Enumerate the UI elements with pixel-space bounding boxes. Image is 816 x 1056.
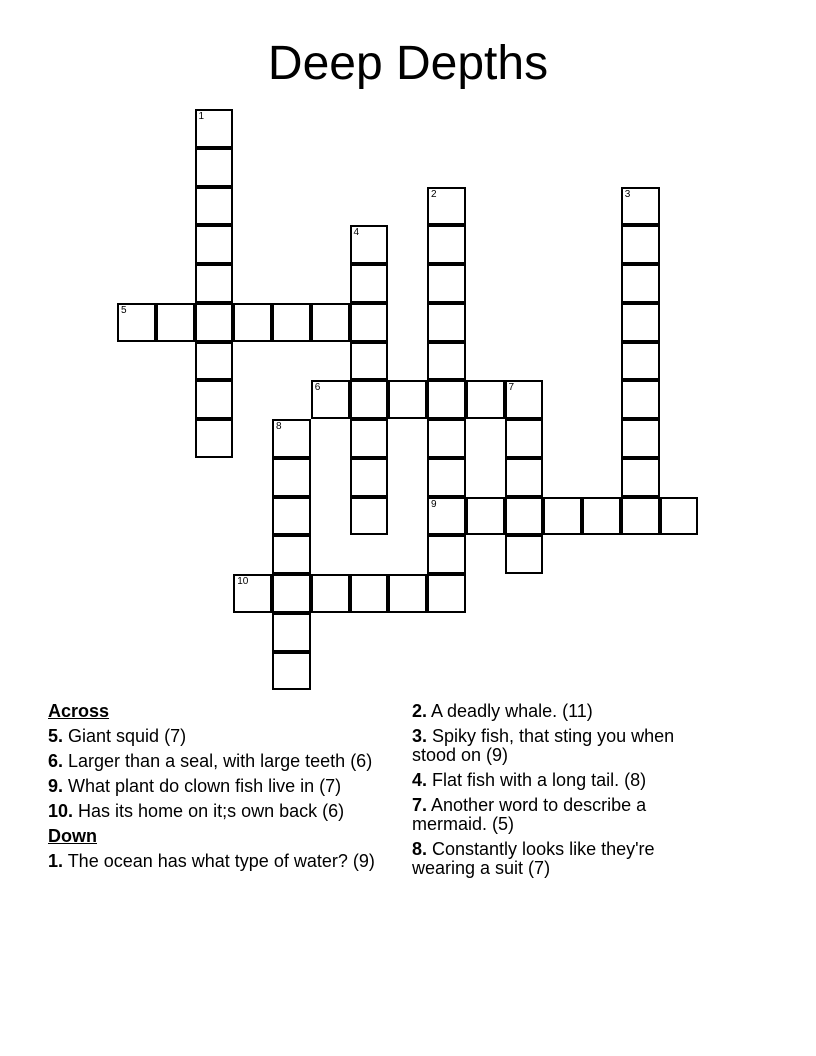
clue-text: Larger than a seal, with large teeth (6) (63, 751, 373, 771)
grid-cell[interactable] (621, 419, 660, 458)
clue-across-10 (48, 802, 393, 821)
grid-cell[interactable] (195, 264, 234, 303)
cell-number: 8 (276, 421, 282, 432)
grid-cell[interactable] (466, 380, 505, 419)
clue-number: 7. (412, 795, 428, 815)
grid-cell[interactable] (505, 458, 544, 497)
clue-text: The ocean has what type of water? (9) (63, 851, 375, 871)
crossword-grid (118, 110, 718, 700)
clue-text: Flat fish with a long tail. (8) (427, 770, 647, 790)
clue-text: Giant squid (7) (63, 726, 187, 746)
grid-cell[interactable] (117, 303, 156, 342)
clue-number: 8. (412, 839, 428, 859)
clue-text: A deadly whale. (11) (427, 701, 593, 721)
clues-column-left (48, 702, 393, 877)
grid-cell[interactable] (427, 225, 466, 264)
grid-cell[interactable] (272, 613, 311, 652)
grid-cell[interactable] (427, 419, 466, 458)
grid-cell[interactable] (505, 497, 544, 536)
clue-down-3 (412, 727, 722, 765)
cell-number: 7 (508, 382, 515, 394)
grid-cell[interactable] (582, 497, 621, 536)
grid-cell[interactable] (311, 303, 350, 342)
grid-cell[interactable] (272, 419, 311, 458)
grid-cell[interactable] (195, 225, 234, 264)
grid-cell[interactable] (350, 574, 389, 613)
grid-cell[interactable] (311, 574, 350, 613)
grid-cell[interactable] (272, 303, 311, 342)
cell-number: 4 (353, 227, 360, 239)
clue-down-4 (412, 771, 722, 790)
grid-cell[interactable] (311, 380, 350, 419)
grid-cell[interactable] (272, 574, 311, 613)
grid-cell[interactable] (427, 187, 466, 226)
cell-number: 10 (237, 576, 249, 587)
grid-cell[interactable] (272, 458, 311, 497)
grid-cell[interactable] (505, 419, 544, 458)
clue-number: 4. (412, 770, 428, 790)
grid-cell[interactable] (350, 225, 389, 264)
cell-number: 6 (314, 382, 321, 394)
grid-cell[interactable] (195, 342, 234, 381)
across-heading: Across (48, 701, 110, 721)
grid-cell[interactable] (195, 303, 234, 342)
clue-number: 9. (48, 776, 64, 796)
grid-cell[interactable] (233, 303, 272, 342)
clue-number: 3. (412, 726, 428, 746)
grid-cell[interactable] (195, 148, 234, 187)
cell-number: 9 (431, 498, 437, 510)
clue-down-8 (412, 840, 722, 878)
grid-cell[interactable] (505, 380, 544, 419)
grid-cell[interactable] (350, 419, 389, 458)
grid-cell[interactable] (195, 109, 234, 148)
grid-cell[interactable] (427, 303, 466, 342)
grid-cell[interactable] (350, 497, 389, 536)
grid-cell[interactable] (621, 497, 660, 536)
grid-cell[interactable] (272, 652, 311, 691)
clue-across-6 (48, 752, 393, 771)
cell-number: 1 (198, 111, 205, 122)
grid-cell[interactable] (427, 342, 466, 381)
clue-down-2 (412, 702, 722, 721)
grid-cell[interactable] (621, 264, 660, 303)
grid-cell[interactable] (427, 458, 466, 497)
clue-text: Constantly looks like they're wearing a suit (7) (412, 839, 655, 878)
grid-cell[interactable] (427, 535, 466, 574)
grid-cell[interactable] (621, 225, 660, 264)
page-title: Deep Depths (267, 37, 549, 90)
grid-cell[interactable] (621, 458, 660, 497)
grid-cell[interactable] (350, 264, 389, 303)
cell-number: 5 (121, 304, 127, 316)
grid-cell[interactable] (350, 380, 389, 419)
clue-across-9 (48, 777, 393, 796)
clue-number: 1. (48, 851, 64, 871)
clue-number: 5. (48, 726, 64, 746)
grid-cell[interactable] (505, 535, 544, 574)
clue-down-7 (412, 796, 722, 834)
clue-number: 2. (412, 701, 428, 721)
grid-cell[interactable] (350, 342, 389, 381)
grid-cell[interactable] (233, 574, 272, 613)
clue-number: 10. (48, 801, 74, 821)
grid-cell[interactable] (621, 303, 660, 342)
down-heading: Down (48, 826, 97, 846)
clue-across-5 (48, 727, 393, 746)
clue-text: What plant do clown fish live in (7) (63, 776, 342, 796)
grid-cell[interactable] (621, 342, 660, 381)
grid-cell[interactable] (272, 497, 311, 536)
grid-cell[interactable] (156, 303, 195, 342)
clue-text: Has its home on it;s own back (6) (73, 801, 345, 821)
grid-cell[interactable] (350, 303, 389, 342)
clue-down-1 (48, 852, 393, 871)
clue-text: Spiky fish, that sting you when stood on (9) (412, 726, 675, 765)
grid-cell[interactable] (427, 497, 466, 536)
grid-cell[interactable] (195, 380, 234, 419)
grid-cell[interactable] (195, 187, 234, 226)
grid-cell[interactable] (427, 574, 466, 613)
clue-text: Another word to describe a mermaid. (5) (412, 795, 647, 834)
grid-cell[interactable] (195, 419, 234, 458)
grid-cell[interactable] (660, 497, 699, 536)
clues-column-right (412, 702, 722, 884)
grid-cell[interactable] (272, 535, 311, 574)
grid-cell[interactable] (388, 574, 427, 613)
cell-number: 2 (431, 188, 437, 200)
grid-cell[interactable] (350, 458, 389, 497)
clue-number: 6. (48, 751, 64, 771)
grid-cell[interactable] (543, 497, 582, 536)
grid-cell[interactable] (621, 380, 660, 419)
grid-cell[interactable] (388, 380, 427, 419)
grid-cell[interactable] (427, 380, 466, 419)
grid-cell[interactable] (466, 497, 505, 536)
grid-cell[interactable] (427, 264, 466, 303)
cell-number: 3 (624, 188, 631, 200)
grid-cell[interactable] (621, 187, 660, 226)
